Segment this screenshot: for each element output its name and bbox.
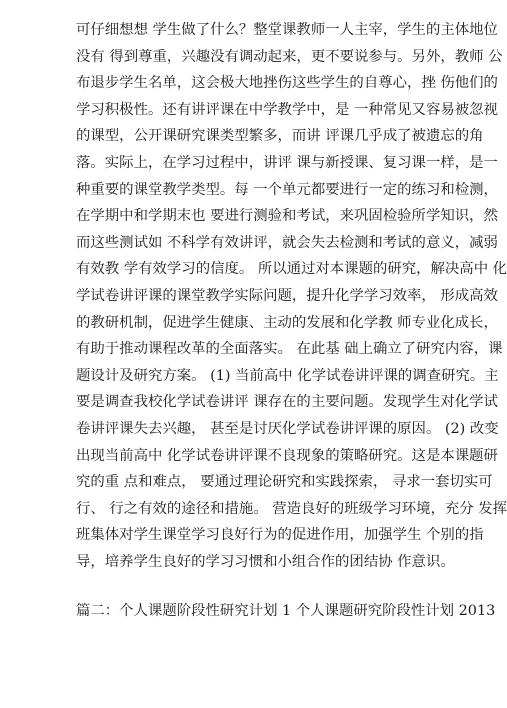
- paragraph-line: 在学期中和学期末也 要进行测验和考试，来巩固检验所学知识，然: [76, 208, 498, 225]
- paragraph-line: 究的重 点和难点， 要通过理论研究和实践探索， 寻求一套切实可: [76, 474, 493, 491]
- paragraph-line: 学习积极性。还有讲评课在中学教学中，是 一种常见又容易被忽视: [76, 101, 498, 118]
- paragraph-line: 学试卷讲评课的课堂教学实际问题，提升化学学习效率， 形成高效: [76, 287, 498, 304]
- section-heading: 篇二：个人课题阶段性研究计划 1 个人课题研究阶段性计划 2013: [76, 603, 496, 619]
- paragraph-line: 卷讲评课失去兴趣， 甚至是讨厌化学试卷讲评课的原因。 (2) 改变: [76, 420, 499, 437]
- paragraph-line: 种重要的课堂教学类型。每 一个单元都要进行一定的练习和检测，: [76, 181, 498, 198]
- paragraph-line: 班集体对学生课堂学习良好行为的促进作用，加强学生 个别的指: [76, 527, 484, 544]
- paragraph-line: 的教研机制，促进学生健康、主动的发展和化学教 师专业化成长，: [76, 314, 498, 331]
- paragraph-line: 落。实际上，在学习过程中，讲评 课与新授课、复习课一样，是一: [76, 154, 498, 171]
- paragraph-line: 有助于推动课程改革的全面落实。 在此基 础上确立了研究内容，课: [76, 341, 503, 358]
- paragraph-line: 而这些测试如 不科学有效讲评，就会失去检测和考试的意义，减弱: [76, 234, 498, 251]
- paragraph-line: 的课型，公开课研究课类型繁多，而讲 评课几乎成了被遗忘的角: [76, 128, 484, 145]
- paragraph-line: 布退步学生名单，这会极大地挫伤这些学生的自尊心，挫 伤他们的: [76, 75, 498, 92]
- paragraph-line: 题设计及研究方案。 (1) 当前高中 化学试卷讲评课的调查研究。主: [76, 367, 499, 384]
- paragraph-line: 出现当前高中 化学试卷讲评课不良现象的策略研究。这是本课题研: [76, 447, 498, 464]
- paragraph-line: 有效教 学有效学习的信度。 所以通过对本课题的研究，解决高中 化: [76, 261, 507, 278]
- paragraph-line: 导，培养学生良好的学习习惯和小组合作的团结协 作意识。: [76, 553, 455, 570]
- paragraph-line: 要是调查我校化学试卷讲评 课存在的主要问题。发现学生对化学试: [76, 394, 498, 411]
- body-paragraph: [76, 17, 507, 575]
- paragraph-line: 可仔细想想 学生做了什么？整堂课教师一人主宰，学生的主体地位: [76, 22, 498, 38]
- paragraph-line: 没有 得到尊重，兴趣没有调动起来，更不要说参与。另外，教师 公: [76, 48, 503, 65]
- paragraph-line: 行、 行之有效的途径和措施。 营造良好的班级学习环境，充分 发挥: [76, 500, 507, 517]
